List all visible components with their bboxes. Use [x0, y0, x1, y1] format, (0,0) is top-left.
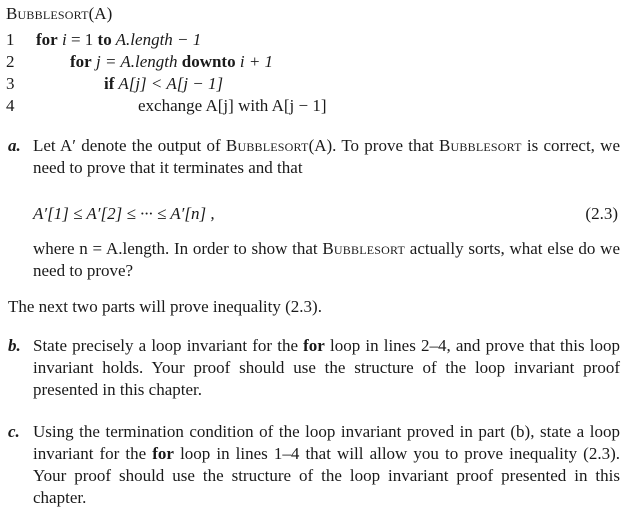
code-text: i + 1 — [235, 52, 274, 71]
part-c — [8, 421, 620, 509]
text-segment: actually sorts, what else do we need to prove? — [33, 239, 621, 280]
var-j: j — [95, 52, 101, 71]
keyword-for: for — [303, 336, 325, 355]
text-segment: loop in lines 2–4, and prove that this loop invariant holds. Your proof should use the structure of the loop invariant proof presented in this chapter. — [33, 336, 620, 399]
part-a — [8, 135, 620, 179]
text-segment: Using the termination condition of the loop invariant proved in part (b), state a loop invariant for the — [33, 422, 620, 463]
part-c-text — [33, 421, 620, 509]
code-text: = A.length — [100, 52, 182, 71]
text-segment: (A). To prove that — [308, 136, 440, 155]
equation: A′[1] ≤ A′[2] ≤ ··· ≤ A′[n] , — [33, 204, 215, 223]
algorithm-title — [6, 3, 112, 25]
part-marker: b. — [8, 336, 21, 355]
line-number: 2 — [6, 52, 15, 71]
keyword-for: for — [36, 30, 58, 49]
text-segment: State precisely a loop invariant for the — [33, 336, 304, 355]
text-segment: Let A′ denote the output of — [33, 136, 226, 155]
algorithm-ref: Bubblesort — [439, 136, 522, 155]
algorithm-ref: Bubblesort — [322, 239, 406, 258]
part-b — [8, 335, 620, 401]
text-segment: loop in lines 1–4 that will allow you to prove inequality (2.3). Your proof should use the structure of the loop invariant proof presented in this chapter. — [33, 444, 620, 507]
line-number: 1 — [6, 30, 15, 49]
code-text: A.length − 1 — [111, 30, 202, 49]
keyword-for: for — [70, 52, 92, 71]
keyword-for: for — [152, 444, 174, 463]
code-line-3 — [6, 73, 223, 95]
keyword-to: to — [97, 30, 112, 49]
algorithm-name: Bubblesort — [6, 4, 89, 23]
code-text: exchange A[j] with A[j − 1] — [138, 96, 327, 115]
code-line-2 — [6, 51, 273, 73]
equation-number: (2.3) — [585, 204, 618, 223]
algorithm-param: (A) — [88, 4, 113, 23]
code-line-4 — [6, 95, 327, 117]
part-marker: c. — [8, 422, 20, 441]
keyword-if: if — [104, 74, 115, 93]
text-segment: is correct, we need to prove that it terminates and that — [33, 136, 621, 177]
text-segment: where n = A.length. In order to show that — [33, 239, 323, 258]
equation-row — [33, 203, 618, 225]
code-line-1 — [6, 29, 201, 51]
transition-paragraph: The next two parts will prove inequality (2.3). — [8, 297, 322, 316]
code-text: A[j] < A[j − 1] — [114, 74, 224, 93]
part-b-text — [33, 335, 620, 401]
line-number: 4 — [6, 96, 15, 115]
line-number: 3 — [6, 74, 15, 93]
part-a-text — [33, 135, 620, 179]
keyword-downto: downto — [181, 52, 236, 71]
var-i: i — [61, 30, 67, 49]
code-text: = 1 — [66, 30, 98, 49]
algorithm-ref: Bubblesort — [225, 136, 309, 155]
part-marker: a. — [8, 136, 21, 155]
part-a-followup — [33, 238, 620, 282]
